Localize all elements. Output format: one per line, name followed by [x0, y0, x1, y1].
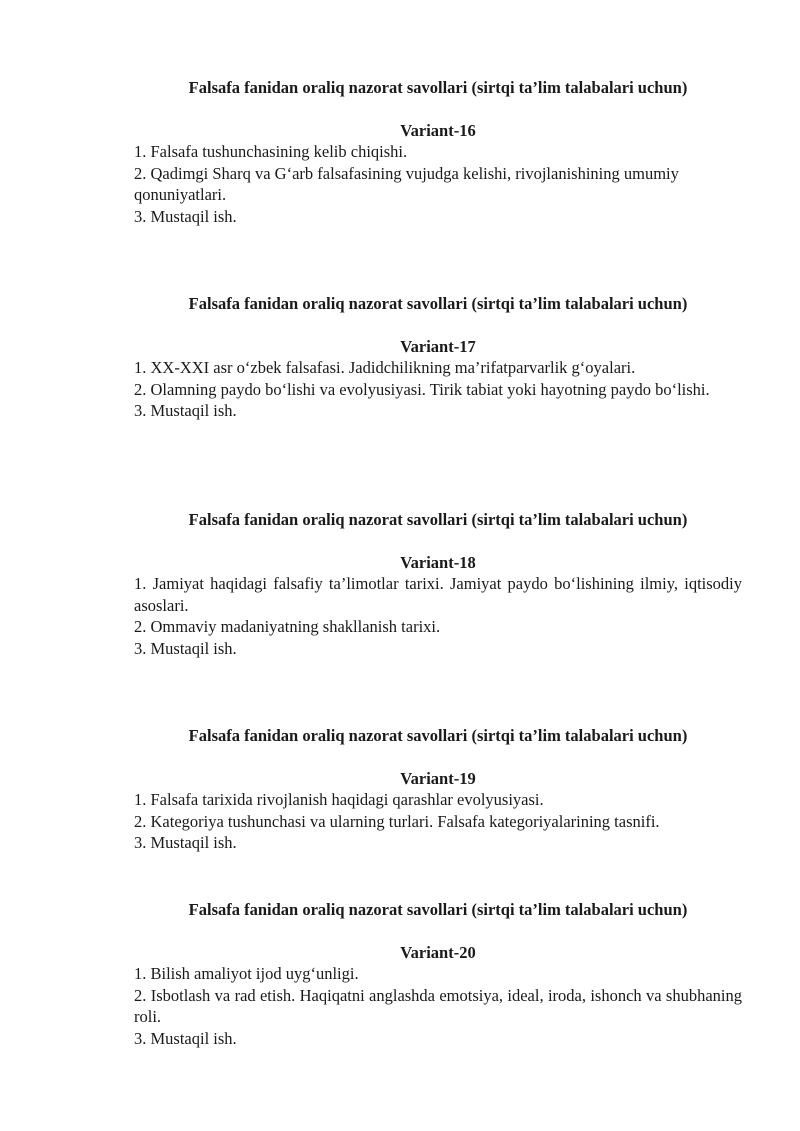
variant-section-16 [134, 78, 742, 227]
variant-heading: Variant-20 [400, 943, 476, 962]
question-item: 2. Qadimgi Sharq va G‘arb falsafasining vujudga kelishi, rivojlanishining umumiy qonuniyatlari. [134, 163, 679, 204]
variant-heading: Variant-19 [400, 769, 476, 788]
variant-heading: Variant-17 [400, 337, 476, 356]
question-item: 2. Olamning paydo bo‘lishi va evolyusiyasi. Tirik tabiat yoki hayotning paydo bo‘lishi. [134, 379, 710, 399]
question-item: 1. XX-XXI asr o‘zbek falsafasi. Jadidchilikning ma’rifatparvarlik g‘oyalari. [134, 358, 636, 377]
question-item: 3. Mustaqil ish. [134, 833, 237, 852]
question-item: 2. Ommaviy madaniyatning shakllanish tarixi. [134, 617, 441, 636]
question-item: 3. Mustaqil ish. [134, 638, 237, 658]
question-item: 1. Falsafa tarixida rivojlanish haqidagi qarashlar evolyusiyasi. [134, 790, 544, 809]
section-title: Falsafa fanidan oraliq nazorat savollari (sirtqi ta’lim talabalari uchun) [188, 294, 688, 313]
section-title: Falsafa fanidan oraliq nazorat savollari (sirtqi ta’lim talabalari uchun) [188, 726, 688, 745]
variant-heading: Variant-16 [400, 121, 476, 140]
question-item: 1. Falsafa tushunchasining kelib chiqishi. [134, 142, 408, 161]
question-item: 2. Isbotlash va rad etish. Haqiqatni anglashda emotsiya, ideal, iroda, ishonch va shubhaning roli. [134, 985, 742, 1026]
question-item: 1. Jamiyat haqidagi falsafiy ta’limotlar tarixi. Jamiyat paydo bo‘lishining ilmiy, iqtisodiy asoslari. [134, 574, 742, 615]
variant-section-18 [134, 510, 742, 659]
variant-section-17 [134, 294, 742, 422]
variant-section-19 [134, 726, 742, 854]
section-title: Falsafa fanidan oraliq nazorat savollari (sirtqi ta’lim talabalari uchun) [188, 900, 688, 919]
question-item: 2. Kategoriya tushunchasi va ularning turlari. Falsafa kategoriyalarining tasnifi. [134, 811, 660, 831]
question-item: 3. Mustaqil ish. [134, 206, 237, 226]
question-item: 3. Mustaqil ish. [134, 401, 237, 420]
question-item: 1. Bilish amaliyot ijod uyg‘unligi. [134, 964, 359, 983]
variant-heading: Variant-18 [400, 553, 476, 572]
variant-section-20 [134, 900, 742, 1049]
section-title: Falsafa fanidan oraliq nazorat savollari (sirtqi ta’lim talabalari uchun) [188, 510, 688, 529]
question-item: 3. Mustaqil ish. [134, 1028, 237, 1048]
section-title: Falsafa fanidan oraliq nazorat savollari (sirtqi ta’lim talabalari uchun) [188, 78, 688, 97]
